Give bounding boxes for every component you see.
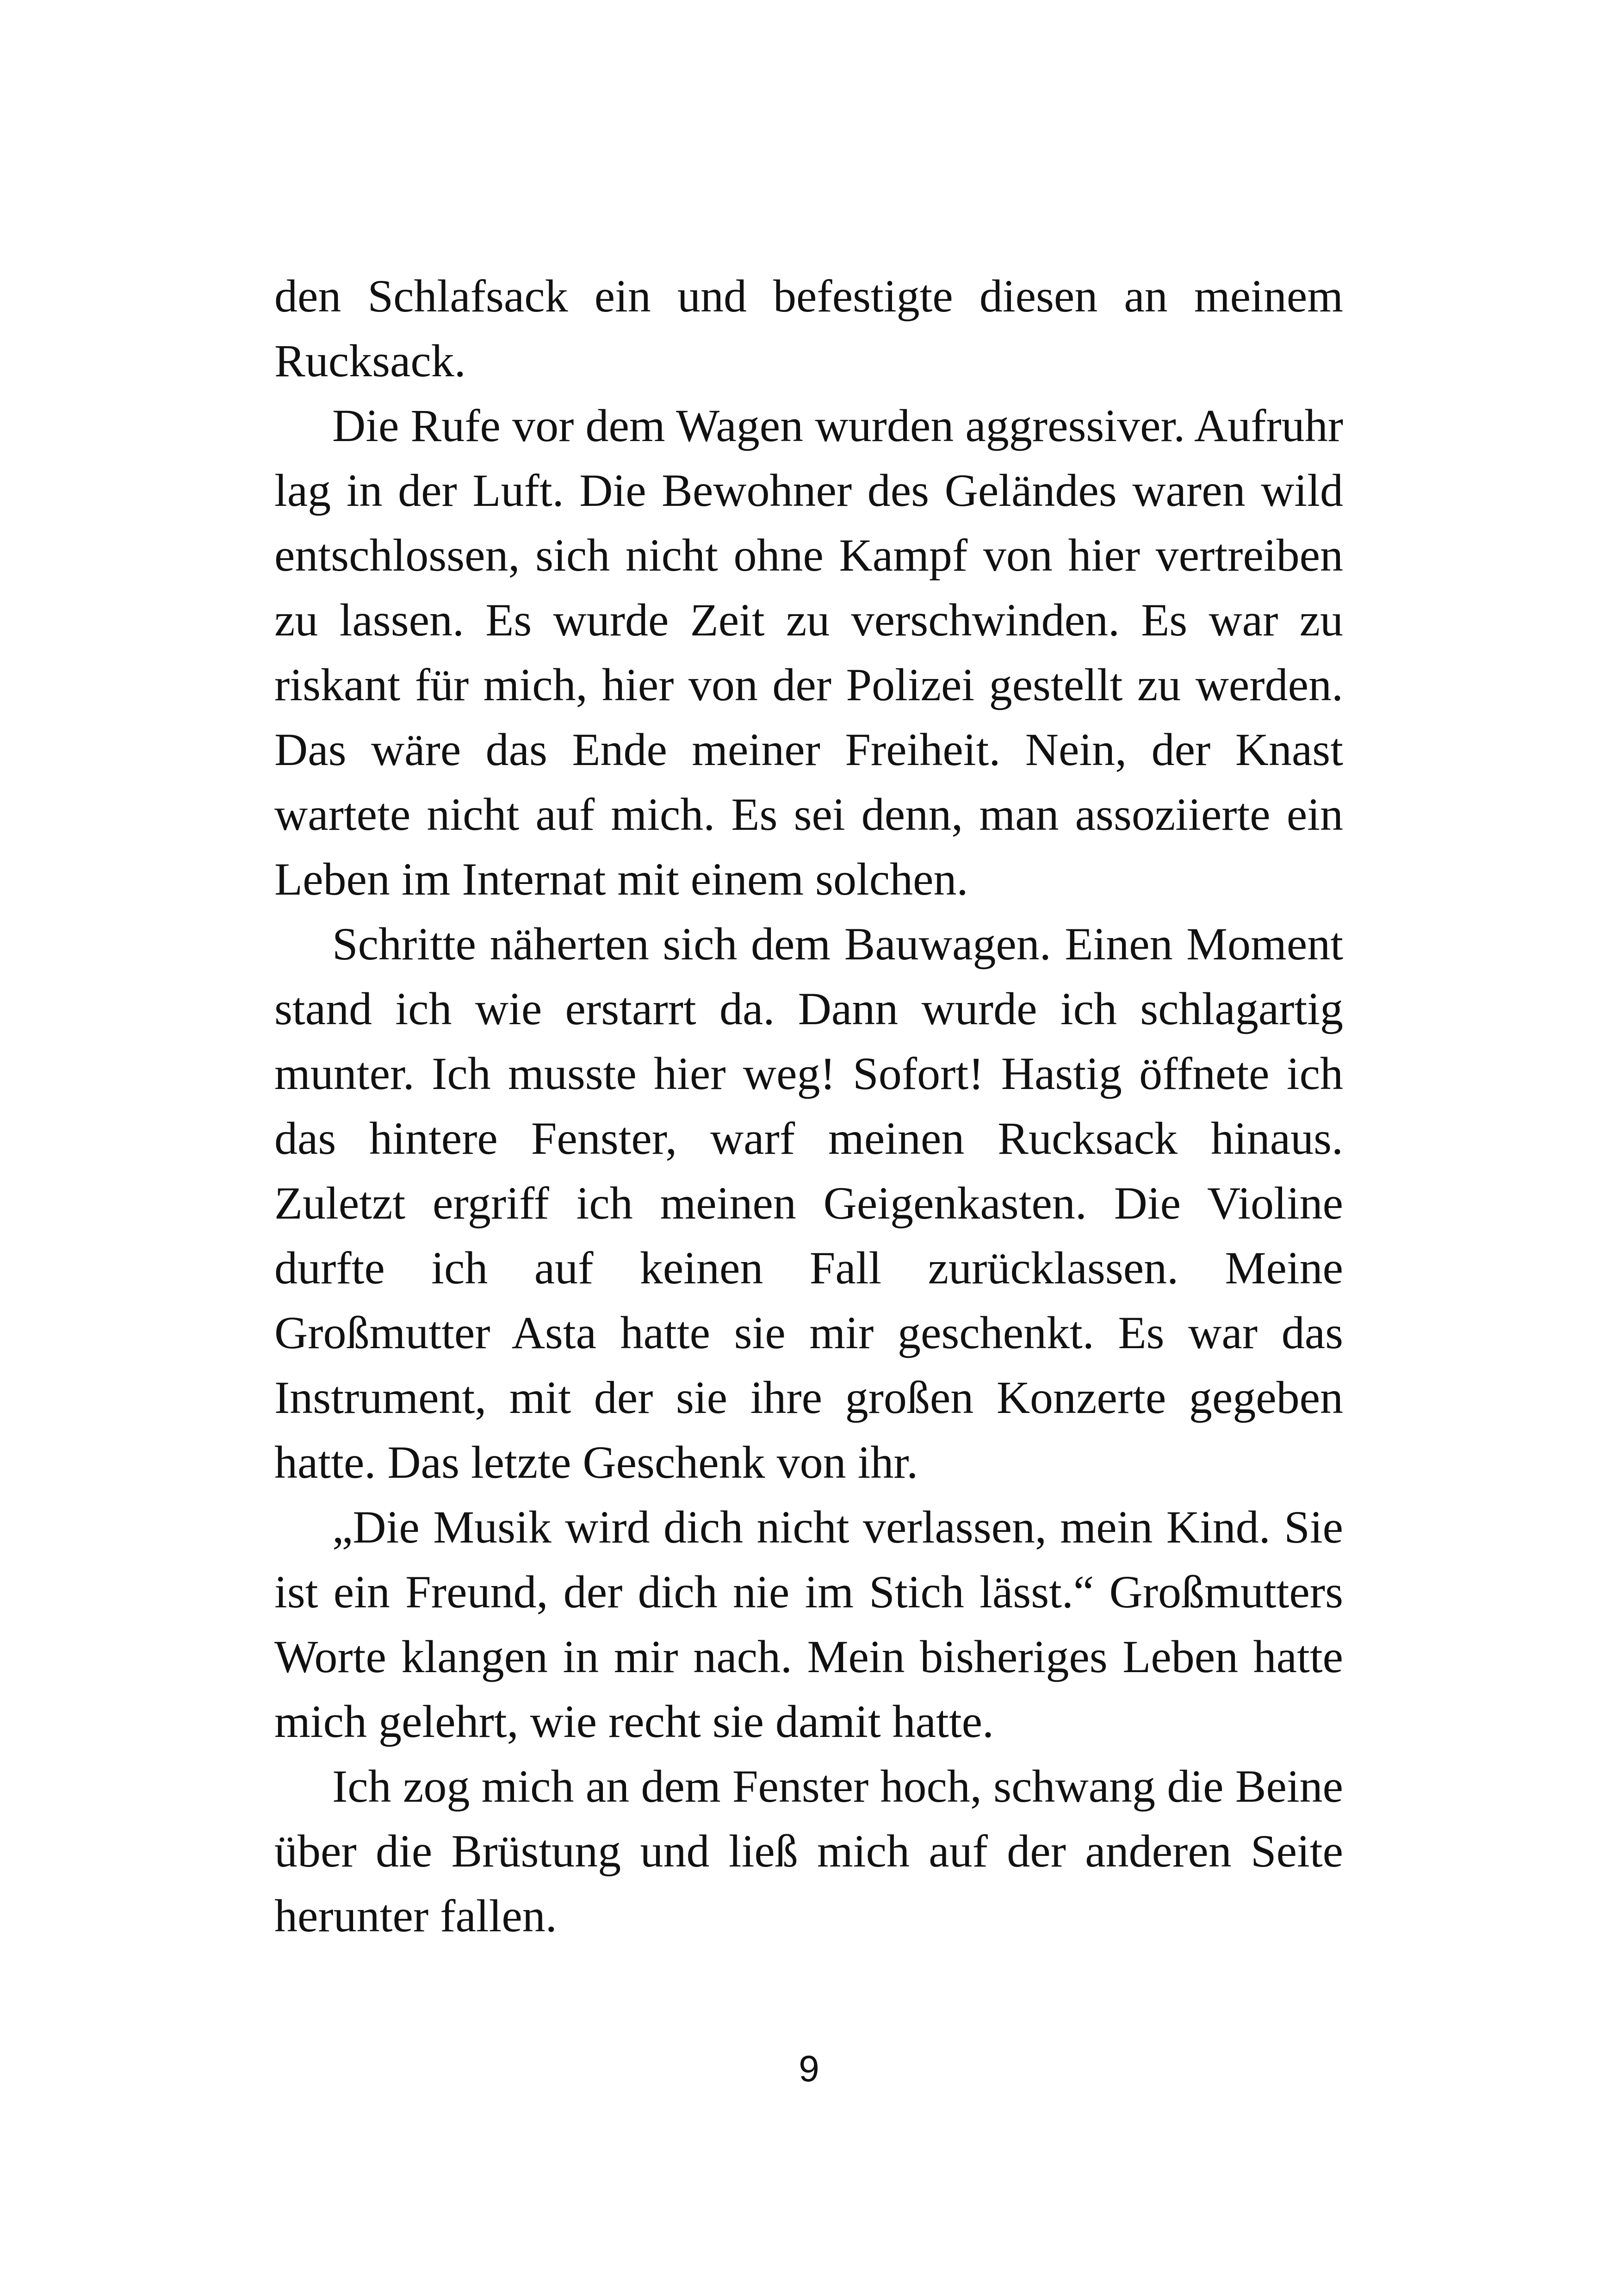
paragraph-5: Ich zog mich an dem Fenster hoch, schwang die Beine über die Brüstung und ließ mich auf der anderen Seite herunter fallen. [274, 1761, 1343, 1941]
paragraph-2: Die Rufe vor dem Wagen wurden aggressiver. Aufruhr lag in der Luft. Die Bewohner des Geländes waren wild entschlossen, sich nicht ohne Kampf von hier vertreiben zu lassen. Es wurde Zeit zu verschwinden. Es war zu riskant für mich, hier von der Polizei gestellt zu werden. Das wäre das Ende meiner Freiheit. Nein, der Knast wartete nicht auf mich. Es sei denn, man assoziierte ein Leben im Internat mit einem solchen. [274, 400, 1343, 905]
page-number: 9 [799, 2048, 819, 2089]
paragraph-1: den Schlafsack ein und befestigte diesen an meinem Rucksack. [274, 270, 1343, 386]
paragraph-3: Schritte näherten sich dem Bauwagen. Einen Moment stand ich wie erstarrt da. Dann wurde ich schlagartig munter. Ich musste hier weg! Sofort! Hastig öffnete ich das hintere Fenster, warf meinen Rucksack hinaus. Zuletzt ergriff ich meinen Geigenkasten. Die Violine durfte ich auf keinen Fall zurücklassen. Meine Großmutter Asta hatte sie mir geschenkt. Es war das Instrument, mit der sie ihre großen Konzerte gegeben hatte. Das letzte Geschenk von ihr. [274, 918, 1343, 1488]
paragraph-4: „Die Musik wird dich nicht verlassen, mein Kind. Sie ist ein Freund, der dich nie im Stich lässt.“ Großmutters Worte klangen in mir nach. Mein bisheriges Leben hatte mich gelehrt, wie recht sie damit hatte. [274, 1501, 1343, 1747]
body-text [274, 264, 1343, 1948]
